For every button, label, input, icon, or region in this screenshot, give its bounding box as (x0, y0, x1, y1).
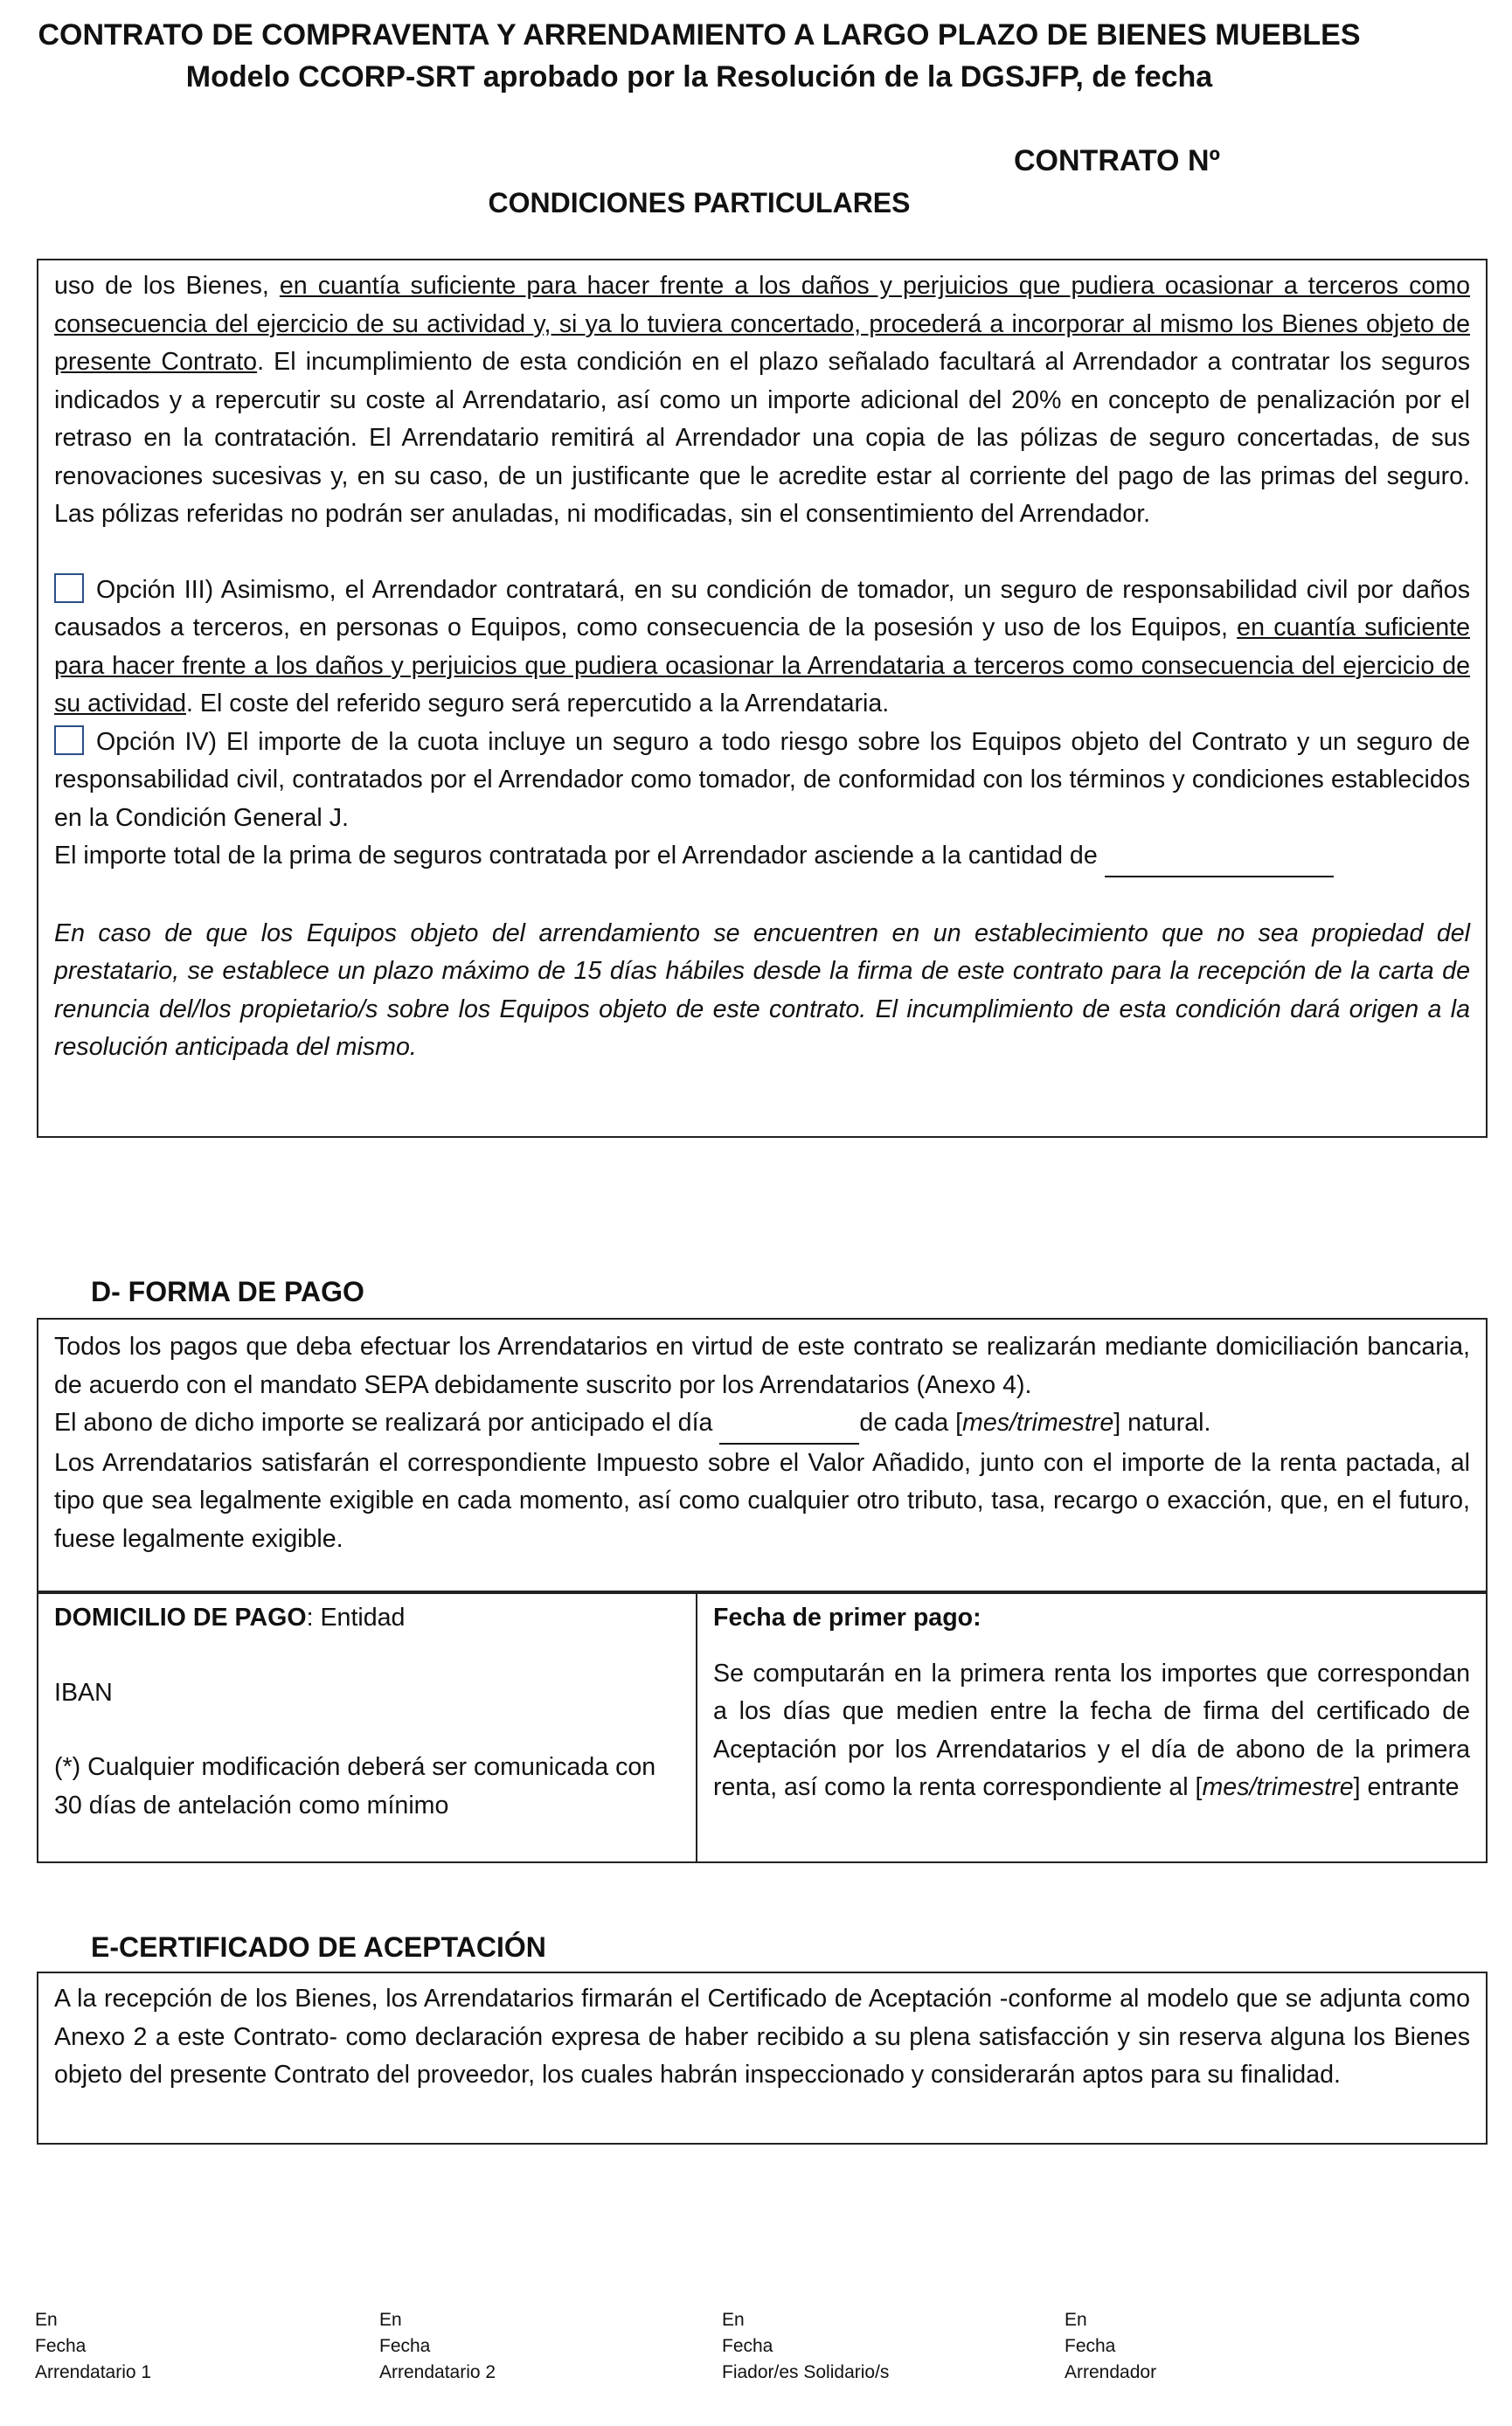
payment-domicile-label: DOMICILIO DE PAGO: Entidad (54, 1604, 406, 1632)
signature-block-arrendatario-1: En Fecha Arrendatario 1 (35, 2310, 152, 2382)
iban-label: IBAN (54, 1678, 113, 1707)
payment-method-box (37, 1318, 1488, 1592)
option-iv-checkbox[interactable] (54, 725, 84, 755)
premium-amount-blank[interactable] (1105, 837, 1334, 877)
premium-amount-line: El importe total de la prima de seguros contratada por el Arrendador asciende a la cantidad de (54, 837, 1470, 877)
section-d-title: D- FORMA DE PAGO (91, 1276, 364, 1307)
payment-day-line: El abono de dicho importe se realizará por anticipado el día de cada [mes/trimestre] natural. (54, 1404, 1470, 1445)
first-payment-cell (697, 1594, 1486, 1861)
payment-details-box (37, 1592, 1488, 1863)
renunciation-clause: En caso de que los Equipos objeto del arrendamiento se encuentren en un establecimiento que no sea propiedad del prestatario, se establece un plazo máximo de 15 días hábiles desde la firma de este contrato para la recepción de la carta de renuncia del/los propietario/s sobre los Equipos objeto de este contrato. El incumplimiento de esta condición dará origen a la resolución anticipada del mismo. (54, 918, 1470, 1061)
acceptance-certificate-box (37, 1972, 1488, 2145)
section-e-title: E-CERTIFICADO DE ACEPTACIÓN (91, 1931, 546, 1963)
first-payment-text: Se computarán en la primera renta los importes que correspondan a los días que medien entre la fecha de firma del certificado de Aceptación por los Arrendatarios y el día de abono de la primera renta, así como la renta correspondiente al [mes/trimestre] entrante (713, 1659, 1470, 1801)
acceptance-text: A la recepción de los Bienes, los Arrendatarios firmarán el Certificado de Aceptación -conforme al modelo que se adjunta como Anexo 2 a este Contrato- como declaración expresa de haber recibido a su plena satisfacción y sin reserva alguna los Bienes objeto del presente Contrato del proveedor, los cuales habrán inspeccionado y considerarán aptos para su finalidad. (54, 1985, 1470, 2089)
document-title: CONTRATO DE COMPRAVENTA Y ARRENDAMIENTO A LARGO PLAZO DE BIENES MUEBLES (38, 18, 1361, 52)
option-iii: Opción III) Asimismo, el Arrendador contratará, en su condición de tomador, un seguro de responsabilidad civil por daños causados a terceros, en personas o Equipos, como consecuencia de la posesión y uso de los Equipos, en cuantía suficiente para hacer frente a los daños y perjuicios que pudiera ocasionar la Arrendataria a terceros como consecuencia del ejercicio de su actividad. El coste del referido seguro será repercutido a la Arrendataria. (54, 572, 1470, 724)
document-subtitle: Modelo CCORP-SRT aprobado por la Resolución de la DGSJFP, de fecha (185, 60, 1213, 94)
first-payment-label: Fecha de primer pago: (713, 1604, 981, 1632)
payment-direct-debit: Todos los pagos que deba efectuar los Arrendatarios en virtud de este contrato se realizarán mediante domiciliación bancaria, de acuerdo con el mandato SEPA debidamente suscrito por los Arrendatarios (Anexo 4). (54, 1333, 1470, 1399)
option-iii-checkbox[interactable] (54, 573, 84, 603)
vat-paragraph: Los Arrendatarios satisfarán el correspondiente Impuesto sobre el Valor Añadido, junto con el importe de la renta pactada, al tipo que sea legalmente exigible en cada momento, así como cualquier otro tributo, tasa, recargo o exacción, que, en el futuro, fuese legalmente exigible. (54, 1448, 1470, 1553)
insurance-conditions-box (37, 259, 1488, 1138)
signature-block-arrendatario-2: En Fecha Arrendatario 2 (379, 2310, 496, 2382)
modification-note: (*) Cualquier modificación deberá ser comunicada con 30 días de antelación como mínimo (54, 1753, 656, 1820)
insurance-paragraph: uso de los Bienes, en cuantía suficiente para hacer frente a los daños y perjuicios que pudiera ocasionar a terceros como consecuencia del ejercicio de su actividad y, si ya lo tuviera concertado, procederá a incorporar al mismo los Bienes objeto de presente Contrato. El incumplimiento de esta condición en el plazo señalado facultará al Arrendador a contratar los seguros indicados y a repercutir su coste al Arrendatario, así como un importe adicional del 20% en concepto de penalización por el retraso en la contratación. El Arrendatario remitirá al Arrendador una copia de las pólizas de seguro concertadas, de sus renovaciones sucesivas y, en su caso, de un justificante que le acredite estar al corriente del pago de las primas del seguro. Las pólizas referidas no podrán ser anuladas, ni modificadas, sin el consentimiento del Arrendador. (54, 272, 1470, 528)
particular-conditions-heading: CONDICIONES PARTICULARES (488, 187, 911, 218)
payment-day-blank[interactable] (719, 1404, 859, 1445)
option-iv: Opción IV) El importe de la cuota incluye un seguro a todo riesgo sobre los Equipos objeto del Contrato y un seguro de responsabilidad civil, contratados por el Arrendador como tomador, de conformidad con los términos y condiciones establecidos en la Condición General J. (54, 724, 1470, 838)
contract-number-label: CONTRATO Nº (1014, 144, 1220, 177)
payment-domicile-cell (38, 1594, 697, 1861)
signature-block-arrendador: En Fecha Arrendador (1065, 2310, 1157, 2382)
signature-block-fiador: En Fecha Fiador/es Solidario/s (722, 2310, 890, 2382)
